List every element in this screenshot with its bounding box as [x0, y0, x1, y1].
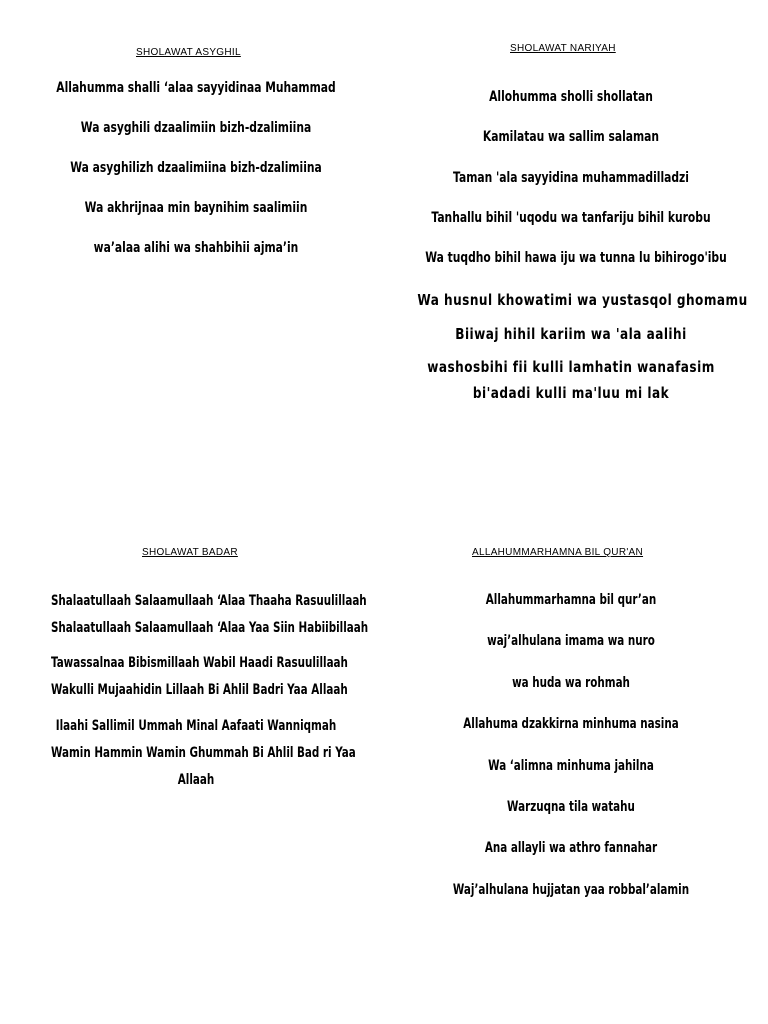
text-line: Allaah — [177, 772, 215, 788]
text-line: Wa asyghilizh dzaalimiina bizh-dzalimiina — [70, 160, 322, 176]
text-line: Allahuma dzakkirna minhuma nasina — [463, 716, 679, 732]
text-line: wa huda wa rohmah — [512, 675, 630, 691]
text-line: Biiwaj hihil kariim wa 'ala aalihi — [455, 325, 687, 343]
text-line: Wa akhrijnaa min baynihim saalimiin — [84, 200, 308, 216]
text-line: Wa tuqdho bihil hawa iju wa tunna lu bihirogo'ibu — [425, 250, 727, 266]
text-line: Kamilatau wa sallim salaman — [482, 129, 660, 145]
text-line: Shalaatullaah Salaamullaah ‘Alaa Yaa Siin Habiibillaah — [50, 620, 369, 636]
text-line: Allahummarhamna bil qur’an — [485, 592, 657, 608]
text-line: Taman 'ala sayyidina muhammadilladzi — [453, 170, 689, 186]
text-line: Warzuqna tila watahu — [507, 799, 635, 815]
text-line: Tawassalnaa Bibismillaah Wabil Haadi Rasuulillaah — [50, 655, 348, 671]
text-line: Tanhallu bihil 'uqodu wa tanfariju bihil kurobu — [431, 210, 711, 226]
text-line: Wamin Hammin Wamin Ghummah Bi Ahlil Bad ri Yaa — [50, 745, 356, 761]
text-line: Allahumma shalli ‘alaa sayyidinaa Muhammad — [56, 80, 336, 96]
text-line: Wa husnul khowatimi wa yustasqol ghomamu — [417, 291, 748, 309]
text-line: Shalaatullaah Salaamullaah ‘Alaa Thaaha Rasuulillaah — [50, 593, 367, 609]
text-line: Waj’alhulana hujjatan yaa robbal’alamin — [452, 882, 690, 898]
text-line: washosbihi fii kulli lamhatin wanafasim — [427, 358, 715, 376]
section-title: SHOLAWAT NARIYAH — [510, 43, 616, 54]
section-title: SHOLAWAT ASYGHIL — [136, 47, 241, 58]
text-line: bi'adadi kulli ma'luu mi lak — [472, 384, 670, 402]
text-line: waj’alhulana imama wa nuro — [487, 633, 655, 649]
section-title: SHOLAWAT BADAR — [142, 547, 238, 558]
text-line: Ana allayli wa athro fannahar — [484, 840, 658, 856]
section-title: ALLAHUMMARHAMNA BIL QUR'AN — [472, 547, 644, 558]
text-line: Ilaahi Sallimil Ummah Minal Aafaati Wanniqmah — [55, 718, 337, 734]
text-line: Allohumma sholli shollatan — [489, 89, 653, 105]
text-line: wa’alaa alihi wa shahbihii ajma’in — [93, 240, 299, 256]
text-line: Wakulli Mujaahidin Lillaah Bi Ahlil Badri Yaa Allaah — [50, 682, 348, 698]
text-line: Wa ‘alimna minhuma jahilna — [488, 758, 654, 774]
text-line: Wa asyghili dzaalimiin bizh-dzalimiina — [80, 120, 312, 136]
